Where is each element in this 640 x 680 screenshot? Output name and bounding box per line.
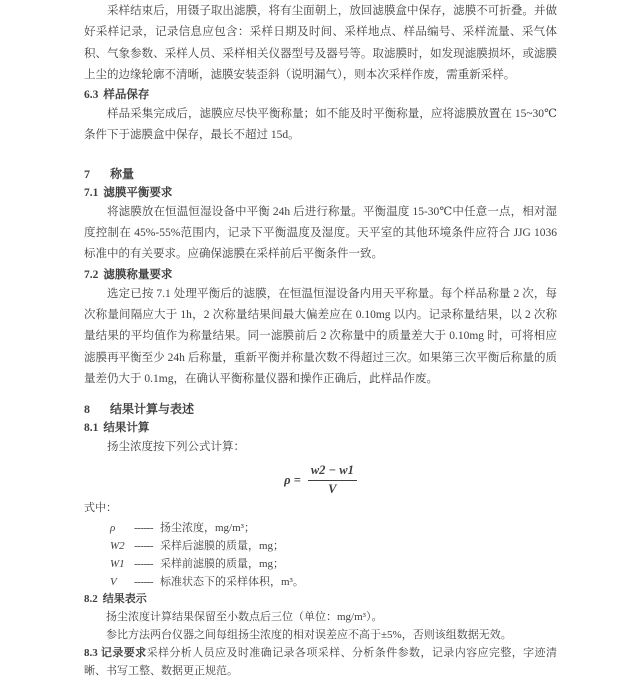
section-6-block	[84, 1, 557, 147]
paragraph-relative-error: 参比方法两台仪器之间每组扬尘浓度的相对误差应不高于±5%，否则该组数据无效。	[106, 629, 512, 642]
formula-numerator: w2 − w1	[308, 463, 357, 481]
paragraph-formula-lead: 扬尘浓度按下列公式计算：	[107, 441, 245, 454]
variable-description: 采样前滤膜的质量，mg；	[159, 557, 285, 570]
formula-legend-block	[84, 500, 557, 680]
paragraph-balance-requirements: 将滤膜放在恒温恒湿设备中平衡 24h 后进行称量。平衡温度 15-30℃中任意一点，相对湿度控制在 45%-55%范围内，记录下平衡温度及湿度。天平室的其他环境条件应符合 JJG 1036 标准中的有关要求。应确保滤膜在采样前后平衡条件一致。	[84, 205, 557, 261]
heading-8-3-inline: 8.3 记录要求	[84, 646, 147, 659]
heading-7-2-title: 滤膜称量要求	[103, 268, 173, 281]
variable-dashes: ------	[134, 540, 153, 553]
heading-8-2	[84, 591, 557, 609]
paragraph-weighing-requirements: 选定已按 7.1 处理平衡后的滤膜，在恒温恒湿设备内用天平称量。每个样品称量 2 次，每次称量间隔应大于 1h，2 次称量结果间最大偏差应在 0.10mg 以内。记录称量结果，以 2 次称量结果的平均值作为称量结果。同一滤膜前后 2 次称量中的质量差大于 0.10mg 时，可将相应滤膜再平衡至少 24h 后称量，重新平衡并称量次数不得超过三次。如果第三次平衡后称量的质量差仍大于 0.1mg，在确认平衡称量仪器和操作正确后，此样品作废。	[84, 287, 557, 385]
heading-7-1-number: 7.1	[84, 186, 99, 199]
variable-row-rho	[110, 520, 557, 538]
variable-symbol: W2	[110, 540, 125, 553]
paragraph-sample-storage: 样品采集完成后，滤膜应尽快平衡称量；如不能及时平衡称量，应将滤膜放置在 15~30℃条件下于滤膜盒中保存，最长不超过 15d。	[84, 108, 557, 142]
variable-symbol: W1	[110, 557, 125, 570]
variable-definitions	[84, 520, 557, 591]
variable-dashes: ------	[134, 522, 153, 535]
variable-dashes: ------	[134, 557, 153, 570]
heading-8-1-number: 8.1	[84, 422, 99, 435]
paragraph-8-3-body: 采样分析人员应及时准确记录各项采样、分析条件参数，记录内容应完整，字迹清晰、书写工整、数据更正规范。	[84, 646, 557, 677]
paragraph-result-precision: 扬尘浓度计算结果保留至小数点后三位（单位：mg/m³）。	[106, 611, 383, 624]
formula-lhs: ρ =	[284, 472, 301, 487]
variable-description: 采样后滤膜的质量，mg；	[159, 540, 285, 553]
heading-7-1	[84, 184, 557, 202]
formula-fraction	[308, 463, 357, 497]
heading-8-title: 结果计算与表述	[110, 402, 195, 417]
variable-symbol: V	[110, 575, 117, 588]
heading-7-2-number: 7.2	[84, 268, 99, 281]
where-label: 式中：	[84, 502, 117, 515]
heading-6-3-title: 样品保存	[103, 89, 150, 102]
heading-7-1-title: 滤膜平衡要求	[103, 186, 173, 199]
paragraph-sampling-record: 采样结束后，用镊子取出滤膜，将有尘面朝上，放回滤膜盒中保存，滤膜不可折叠。并做好采样记录，记录信息应包含：采样日期及时间、采样地点、样品编号、采样流量、采气体积、气象参数、采样人员、采样相关仪器型号及器号等。取滤膜时，如发现滤膜损坏，或滤膜上尘的边缘轮廓不清晰，滤膜安装歪斜（说明漏气），则本次采样作废，需重新采样。	[84, 5, 557, 81]
variable-symbol: ρ	[110, 522, 116, 535]
heading-8-2-title: 结果表示	[102, 593, 147, 606]
variable-description: 扬尘浓度，mg/m³；	[159, 522, 255, 535]
heading-8-1	[84, 419, 557, 437]
heading-8-number: 8	[84, 402, 90, 417]
section-7-block	[84, 164, 557, 390]
heading-7-title: 称量	[110, 166, 135, 181]
heading-7-number: 7	[84, 166, 90, 181]
heading-6-3-number: 6.3	[84, 89, 99, 102]
heading-6-3	[84, 86, 557, 104]
heading-7-2	[84, 266, 557, 284]
variable-row-v	[110, 574, 557, 592]
heading-7	[84, 164, 557, 184]
variable-dashes: ------	[134, 575, 153, 588]
heading-8-2-number: 8.2	[84, 593, 98, 606]
variable-row-w2	[110, 538, 557, 556]
heading-8	[84, 399, 557, 419]
heading-8-1-title: 结果计算	[103, 422, 150, 435]
formula-denominator: V	[328, 482, 337, 497]
variable-description: 标准状态下的采样体积，m³。	[159, 575, 304, 588]
dust-concentration-formula	[84, 463, 557, 497]
variable-row-w1	[110, 556, 557, 574]
section-8-block	[84, 399, 557, 497]
paragraph-8-3-records	[84, 645, 557, 680]
